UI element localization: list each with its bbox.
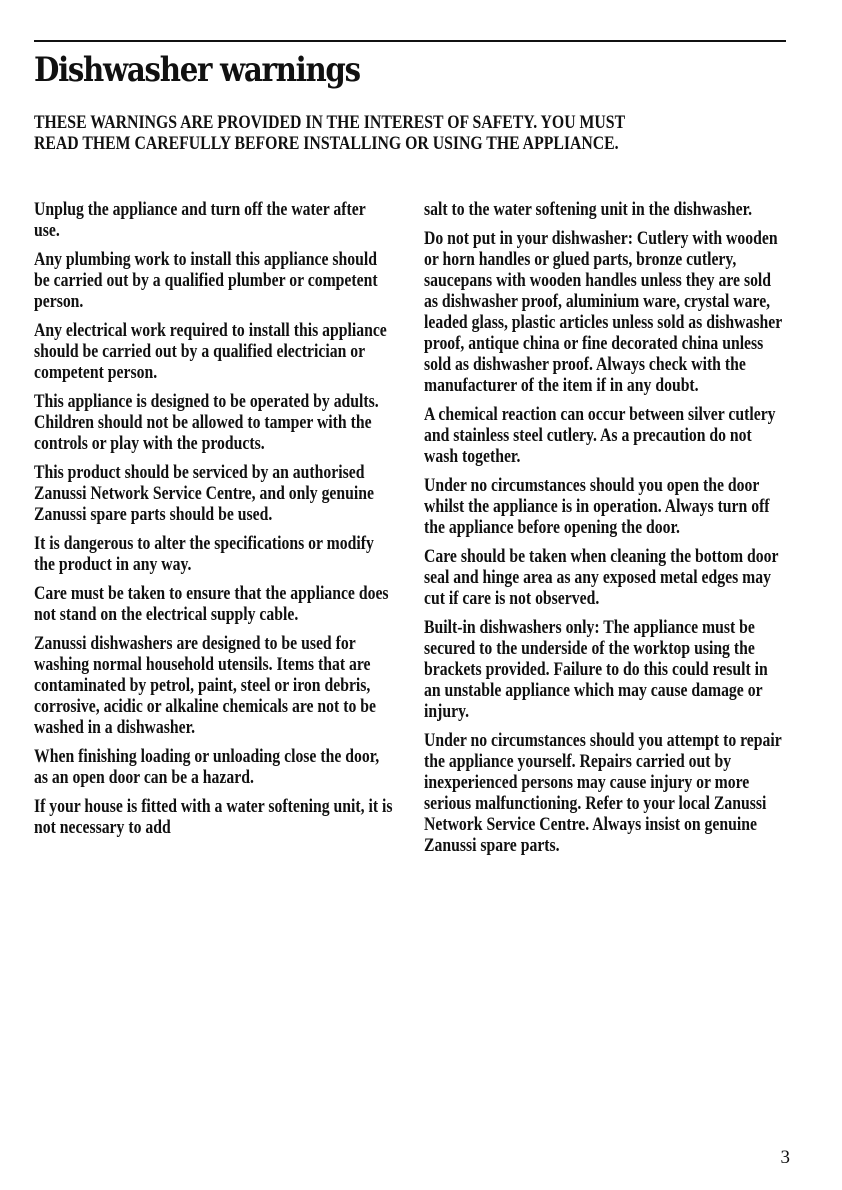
warning-paragraph: This appliance is designed to be operated by adults. Children should not be allowed to tamper with the controls or play with the products.	[34, 392, 379, 454]
warning-paragraph: Care must be taken to ensure that the appliance does not stand on the electrical supply cable.	[34, 584, 389, 625]
warning-paragraph: Zanussi dishwashers are designed to be used for washing normal household utensils. Items that are contaminated by petrol, paint, steel or iron debris, corrosive, acidic or alkaline chemicals are not to be washed in a dishwasher.	[34, 634, 376, 738]
warning-paragraph: This product should be serviced by an authorised Zanussi Network Service Centre, and only genuine Zanussi spare parts should be used.	[34, 463, 374, 525]
left-column	[34, 200, 394, 847]
warning-paragraph: Care should be taken when cleaning the bottom door seal and hinge area as any exposed metal edges may cut if care is not observed.	[424, 547, 779, 609]
intro-line: THESE WARNINGS ARE PROVIDED IN THE INTEREST OF SAFETY. YOU MUST	[34, 112, 626, 133]
right-column	[424, 200, 784, 865]
warning-paragraph: If your house is fitted with a water softening unit, it is not necessary to add	[34, 797, 393, 838]
page-number: 3	[780, 1147, 790, 1168]
warning-paragraph: It is dangerous to alter the specifications or modify the product in any way.	[34, 534, 374, 575]
safety-intro	[34, 112, 781, 154]
warning-paragraph: Under no circumstances should you attempt to repair the appliance yourself. Repairs carried out by inexperienced persons may cause injury or more serious malfunctioning. Refer to your local Zanussi Network Service Centre. Always insist on genuine Zanussi spare parts.	[424, 731, 782, 856]
warning-paragraph: Any plumbing work to install this appliance should be carried out by a qualified plumber or competent person.	[34, 250, 378, 312]
top-rule	[34, 40, 786, 42]
warning-paragraph: When finishing loading or unloading close the door, as an open door can be a hazard.	[34, 747, 380, 788]
intro-line: READ THEM CAREFULLY BEFORE INSTALLING OR USING THE APPLIANCE.	[34, 133, 619, 154]
warning-paragraph: Unplug the appliance and turn off the water after use.	[34, 200, 366, 241]
warning-paragraph: Under no circumstances should you open the door whilst the appliance is in operation. Always turn off the appliance before opening the door.	[424, 476, 770, 538]
warning-paragraph: Any electrical work required to install this appliance should be carried out by a qualified electrician or competent person.	[34, 321, 387, 383]
page-title: Dishwasher warnings	[34, 50, 360, 90]
warning-paragraph: salt to the water softening unit in the dishwasher.	[424, 200, 753, 220]
warning-paragraph: Built-in dishwashers only: The appliance must be secured to the underside of the worktop using the brackets provided. Failure to do this could result in an unstable appliance which may cause damage or injury.	[424, 618, 768, 722]
warning-paragraph: Do not put in your dishwasher: Cutlery with wooden or horn handles or glued parts, bronze cutlery, saucepans with wooden handles unless they are sold as dishwasher proof, aluminium ware, crystal ware, leaded glass, plastic articles unless sold as dishwasher proof, antique china or fine decorated china unless sold as dishwasher proof. Always check with the manufacturer of the item if in any doubt.	[424, 229, 782, 396]
warning-paragraph: A chemical reaction can occur between silver cutlery and stainless steel cutlery. As a precaution do not wash together.	[424, 405, 776, 467]
